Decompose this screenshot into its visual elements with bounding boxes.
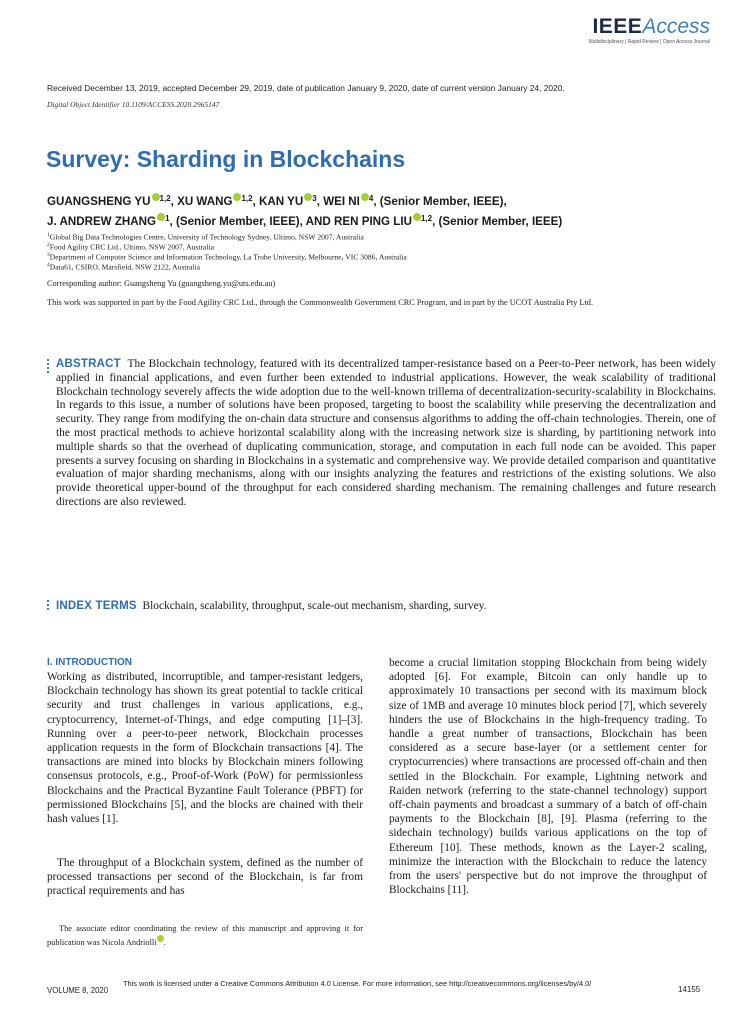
logo-access: Access xyxy=(642,15,710,38)
doi: Digital Object Identifier 10.1109/ACCESS.2020.2965147 xyxy=(47,100,220,109)
index-terms-text: Blockchain, scalability, throughput, scale-out mechanism, sharding, survey. xyxy=(142,600,487,612)
orcid-icon[interactable] xyxy=(157,213,165,221)
author-affiliation-marker: 1 xyxy=(165,214,170,223)
logo-ieee: IEEE xyxy=(592,15,643,38)
author-line-1 xyxy=(47,193,507,208)
author-affiliation-marker: 4 xyxy=(368,194,374,203)
author-name: , WEI NI xyxy=(316,195,360,208)
index-terms-label: INDEX TERMS xyxy=(56,600,137,612)
affiliation: $^2$Food Agility CRC Ltd., Ultimo, NSW 2007, Australia xyxy=(47,242,214,252)
orcid-icon[interactable] xyxy=(413,213,421,221)
author-name: J. ANDREW ZHANG xyxy=(47,215,157,228)
intro-paragraph: The throughput of a Blockchain system, defined as the number of processed transactions per second of the Blockchain, is far from practical requirements and has xyxy=(47,857,363,898)
author-affiliation-marker: 1,2 xyxy=(420,214,433,223)
author-affiliation-marker: 1,2 xyxy=(241,194,253,203)
footer-volume: VOLUME 8, 2020 xyxy=(47,986,109,995)
orcid-icon[interactable] xyxy=(152,193,160,201)
section-heading: I. INTRODUCTION xyxy=(47,657,132,668)
section-marker-icon xyxy=(47,600,50,612)
journal-logo xyxy=(588,16,710,45)
funding-statement: This work was supported in part by the Food Agility CRC Ltd., through the Commonwealth Government CRC Program, and in part by the UCOT Australia Pty Ltd. xyxy=(47,298,594,307)
section-marker-icon xyxy=(47,359,50,375)
publication-dates: Received December 13, 2019, accepted December 29, 2019, date of publication January 9, 2020, date of current version January 24, 2020. xyxy=(47,83,565,93)
index-terms xyxy=(56,600,486,612)
corresponding-author: Corresponding author: Guangsheng Yu (guangsheng.yu@uts.edu.au) xyxy=(47,279,276,288)
author-membership: , (Senior Member, IEEE), xyxy=(373,195,507,208)
footer-license[interactable]: This work is licensed under a Creative Commons Attribution 4.0 License. For more information, see http://creativecommons.org/licenses/by/4.0/ xyxy=(123,979,592,988)
editor-footnote: The associate editor coordinating the review of this manuscript and approving it for publication was Nicola Andriolli . xyxy=(47,924,363,947)
orcid-icon[interactable] xyxy=(157,935,164,942)
author-name: , (Senior Member, IEEE), AND REN PING LIU xyxy=(169,215,412,228)
affiliation: $^3$Department of Computer Science and Information Technology, La Trobe University, Melbourne, VIC 3086, Australia xyxy=(47,252,407,262)
author-name: GUANGSHENG YU xyxy=(47,195,151,208)
author-name: , XU WANG xyxy=(170,195,233,208)
author-membership: , (Senior Member, IEEE) xyxy=(432,215,563,228)
affiliation: $^4$Data61, CSIRO, Marsfield, NSW 2122, Australia xyxy=(47,262,200,272)
page-number: 14155 xyxy=(678,985,701,994)
logo-tagline: Multidisciplinary | Rapid Review | Open Access Journal xyxy=(588,39,710,45)
intro-paragraph: Working as distributed, incorruptible, and tamper-resistant ledgers, Blockchain technology has shown its great potential to tackle critical security and trust challenges in various applications, e.g., cryptocurrency, Internet-of-Things, and edge computing [1]–[3]. Running over a peer-to-peer network, Blockchain processes application requests in the form of Blockchain transactions [4]. The transactions are mined into blocks by Blockchain miners following consensus protocols, e.g., Proof-of-Work (PoW) for permissionless Blockchains and the Practical Byzantine Fault Tolerance (PBFT) for permissioned Blockchains [5], and the blocks are chained with their hash values [1]. xyxy=(47,671,363,826)
affiliation: $^1$Global Big Data Technologies Centre, University of Technology Sydney, Ultimo, NSW 2007, Australia xyxy=(47,232,364,242)
abstract xyxy=(56,358,716,510)
abstract-label: ABSTRACT xyxy=(56,358,121,370)
author-affiliation-marker: 3 xyxy=(312,194,317,203)
author-affiliation-marker: 1,2 xyxy=(159,194,171,203)
intro-paragraph: become a crucial limitation stopping Blockchain from being widely adopted [6]. For example, Bitcoin can only handle up to approximately 10 transactions per second with its maximum block size of 1MB and average 10 minutes block period [7], which severely hinders the use of Blockchains in the high-frequency trading. To handle a great number of transactions, Blockchain has been considered as a secure base-layer (or a settlement center for cryptocurrencies) where transactions are processed off-chain and then settled in the Blockchain. For example, Lightning network and Raiden network (referring to the state-channel technology) support off-chain payments and broadcast a summary of a batch of off-chain payments to the Blockchain [8], [9]. Plasma (referring to the sidechain technology) builds various applications on the top of Ethereum [10]. These methods, known as the Layer-2 scaling, minimize the interaction with the Blockchain to reduce the latency from the users' perspective but do not improve the throughput of Blockchains [11]. xyxy=(389,657,707,897)
orcid-icon[interactable] xyxy=(361,193,369,201)
author-name: , KAN YU xyxy=(252,195,304,208)
abstract-text: The Blockchain technology, featured with its decentralized tamper-resistance based on a Peer-to-Peer network, has been widely applied in financial applications, and even further been extended to industrial applications. However, the weak scalability of traditional Blockchain technology severely affects the wide adoption due to the well-known trillema of decentralization-security-scalability in Blockchains. In regards to this issue, a number of solutions have been proposed, targeting to boost the scalability while preserving the decentralization and security. They range from modifying the on-chain data structure and consensus algorithms to adding the off-chain technologies. Therein, one of the most practical methods to achieve horizontal scalability along with the increasing network size is sharding, by partitioning network into multiple shards so that the overhead of duplicating communication, storage, and computation in each full node can be avoided. This paper presents a survey focusing on sharding in Blockchains in a systematic and comprehensive way. We provide detailed comparison and quantitative evaluation of major sharding mechanisms, along with our insights analyzing the features and restrictions of the existing solutions. We also provide theoretical upper-bound of the throughput for each considered sharding mechanism. The remaining challenges and future research directions are also reviewed. xyxy=(56,358,716,508)
author-line-2 xyxy=(47,213,562,228)
paper-title: Survey: Sharding in Blockchains xyxy=(46,146,406,172)
